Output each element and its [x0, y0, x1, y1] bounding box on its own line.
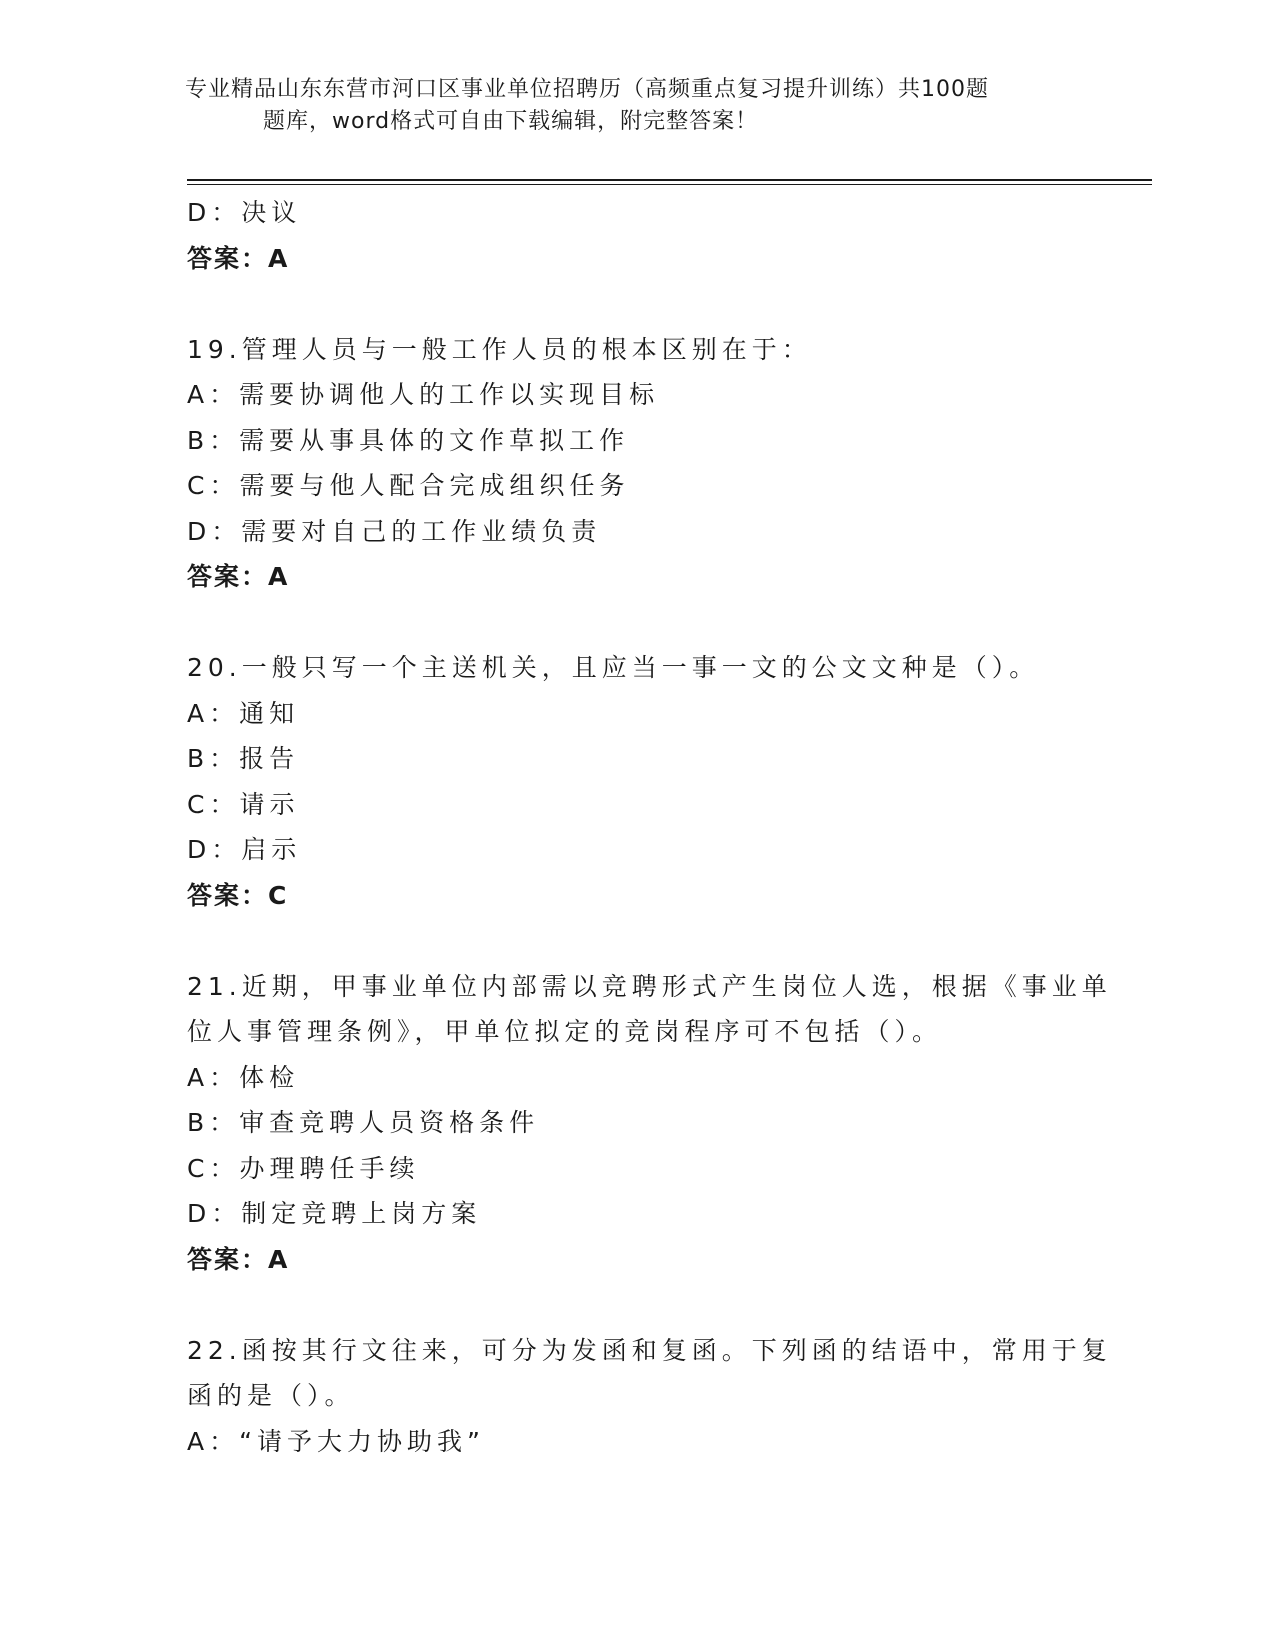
question-21-option-c: C：办理聘任手续 [187, 1153, 420, 1183]
header-divider-thick [187, 179, 1152, 181]
question-22-text-line-2: 函的是（）。 [187, 1381, 355, 1410]
question-21-option-a: A：体检 [187, 1062, 300, 1092]
spacer [187, 281, 1087, 327]
question-20-text: 20.一般只写一个主送机关，且应当一事一文的公文文种是（）。 [187, 653, 1040, 682]
spacer [187, 1282, 1087, 1328]
question-20-option-c: C：请示 [187, 789, 300, 819]
question-19-option-a: A：需要协调他人的工作以实现目标 [187, 380, 660, 409]
question-21-text-line-2: 位人事管理条例》，甲单位拟定的竞岗程序可不包括（）。 [187, 1017, 943, 1046]
question-20-answer: 答案：C [187, 880, 289, 910]
question-20-option-d: D：启示 [187, 835, 302, 864]
spacer [187, 918, 1087, 964]
question-list [187, 190, 1112, 1464]
header-title-line-2: 题库，word格式可自由下载编辑，附完整答案！ [263, 109, 759, 134]
question-19-answer: 答案：A [187, 562, 290, 591]
question-22-text-line-1: 22.函按其行文往来，可分为发函和复函。下列函的结语中，常用于复 [187, 1335, 1112, 1365]
header-divider-thin [187, 184, 1152, 185]
question-21-text-line-1: 21.近期，甲事业单位内部需以竞聘形式产生岗位人选，根据《事业单 [187, 971, 1112, 1001]
option-d: D：决议 [187, 198, 302, 227]
question-19-option-c: C：需要与他人配合完成组织任务 [187, 471, 630, 500]
question-22-option-a: A：“请予大力协助我” [187, 1426, 486, 1456]
question-20-option-b: B：报告 [187, 744, 300, 773]
header-title-line-1: 专业精品山东东营市河口区事业单位招聘历（高频重点复习提升训练）共100题 [185, 77, 989, 102]
answer: 答案：A [187, 243, 290, 273]
question-21-answer: 答案：A [187, 1244, 290, 1274]
question-19-text: 19.管理人员与一般工作人员的根本区别在于： [187, 334, 812, 364]
question-19-option-b: B：需要从事具体的文作草拟工作 [187, 425, 630, 455]
question-21-option-b: B：审查竞聘人员资格条件 [187, 1108, 540, 1137]
document-header [185, 74, 1085, 138]
question-21-option-d: D：制定竞聘上岗方案 [187, 1199, 482, 1228]
question-20-option-a: A：通知 [187, 698, 300, 728]
spacer [187, 600, 1087, 646]
question-19-option-d: D：需要对自己的工作业绩负责 [187, 516, 602, 546]
